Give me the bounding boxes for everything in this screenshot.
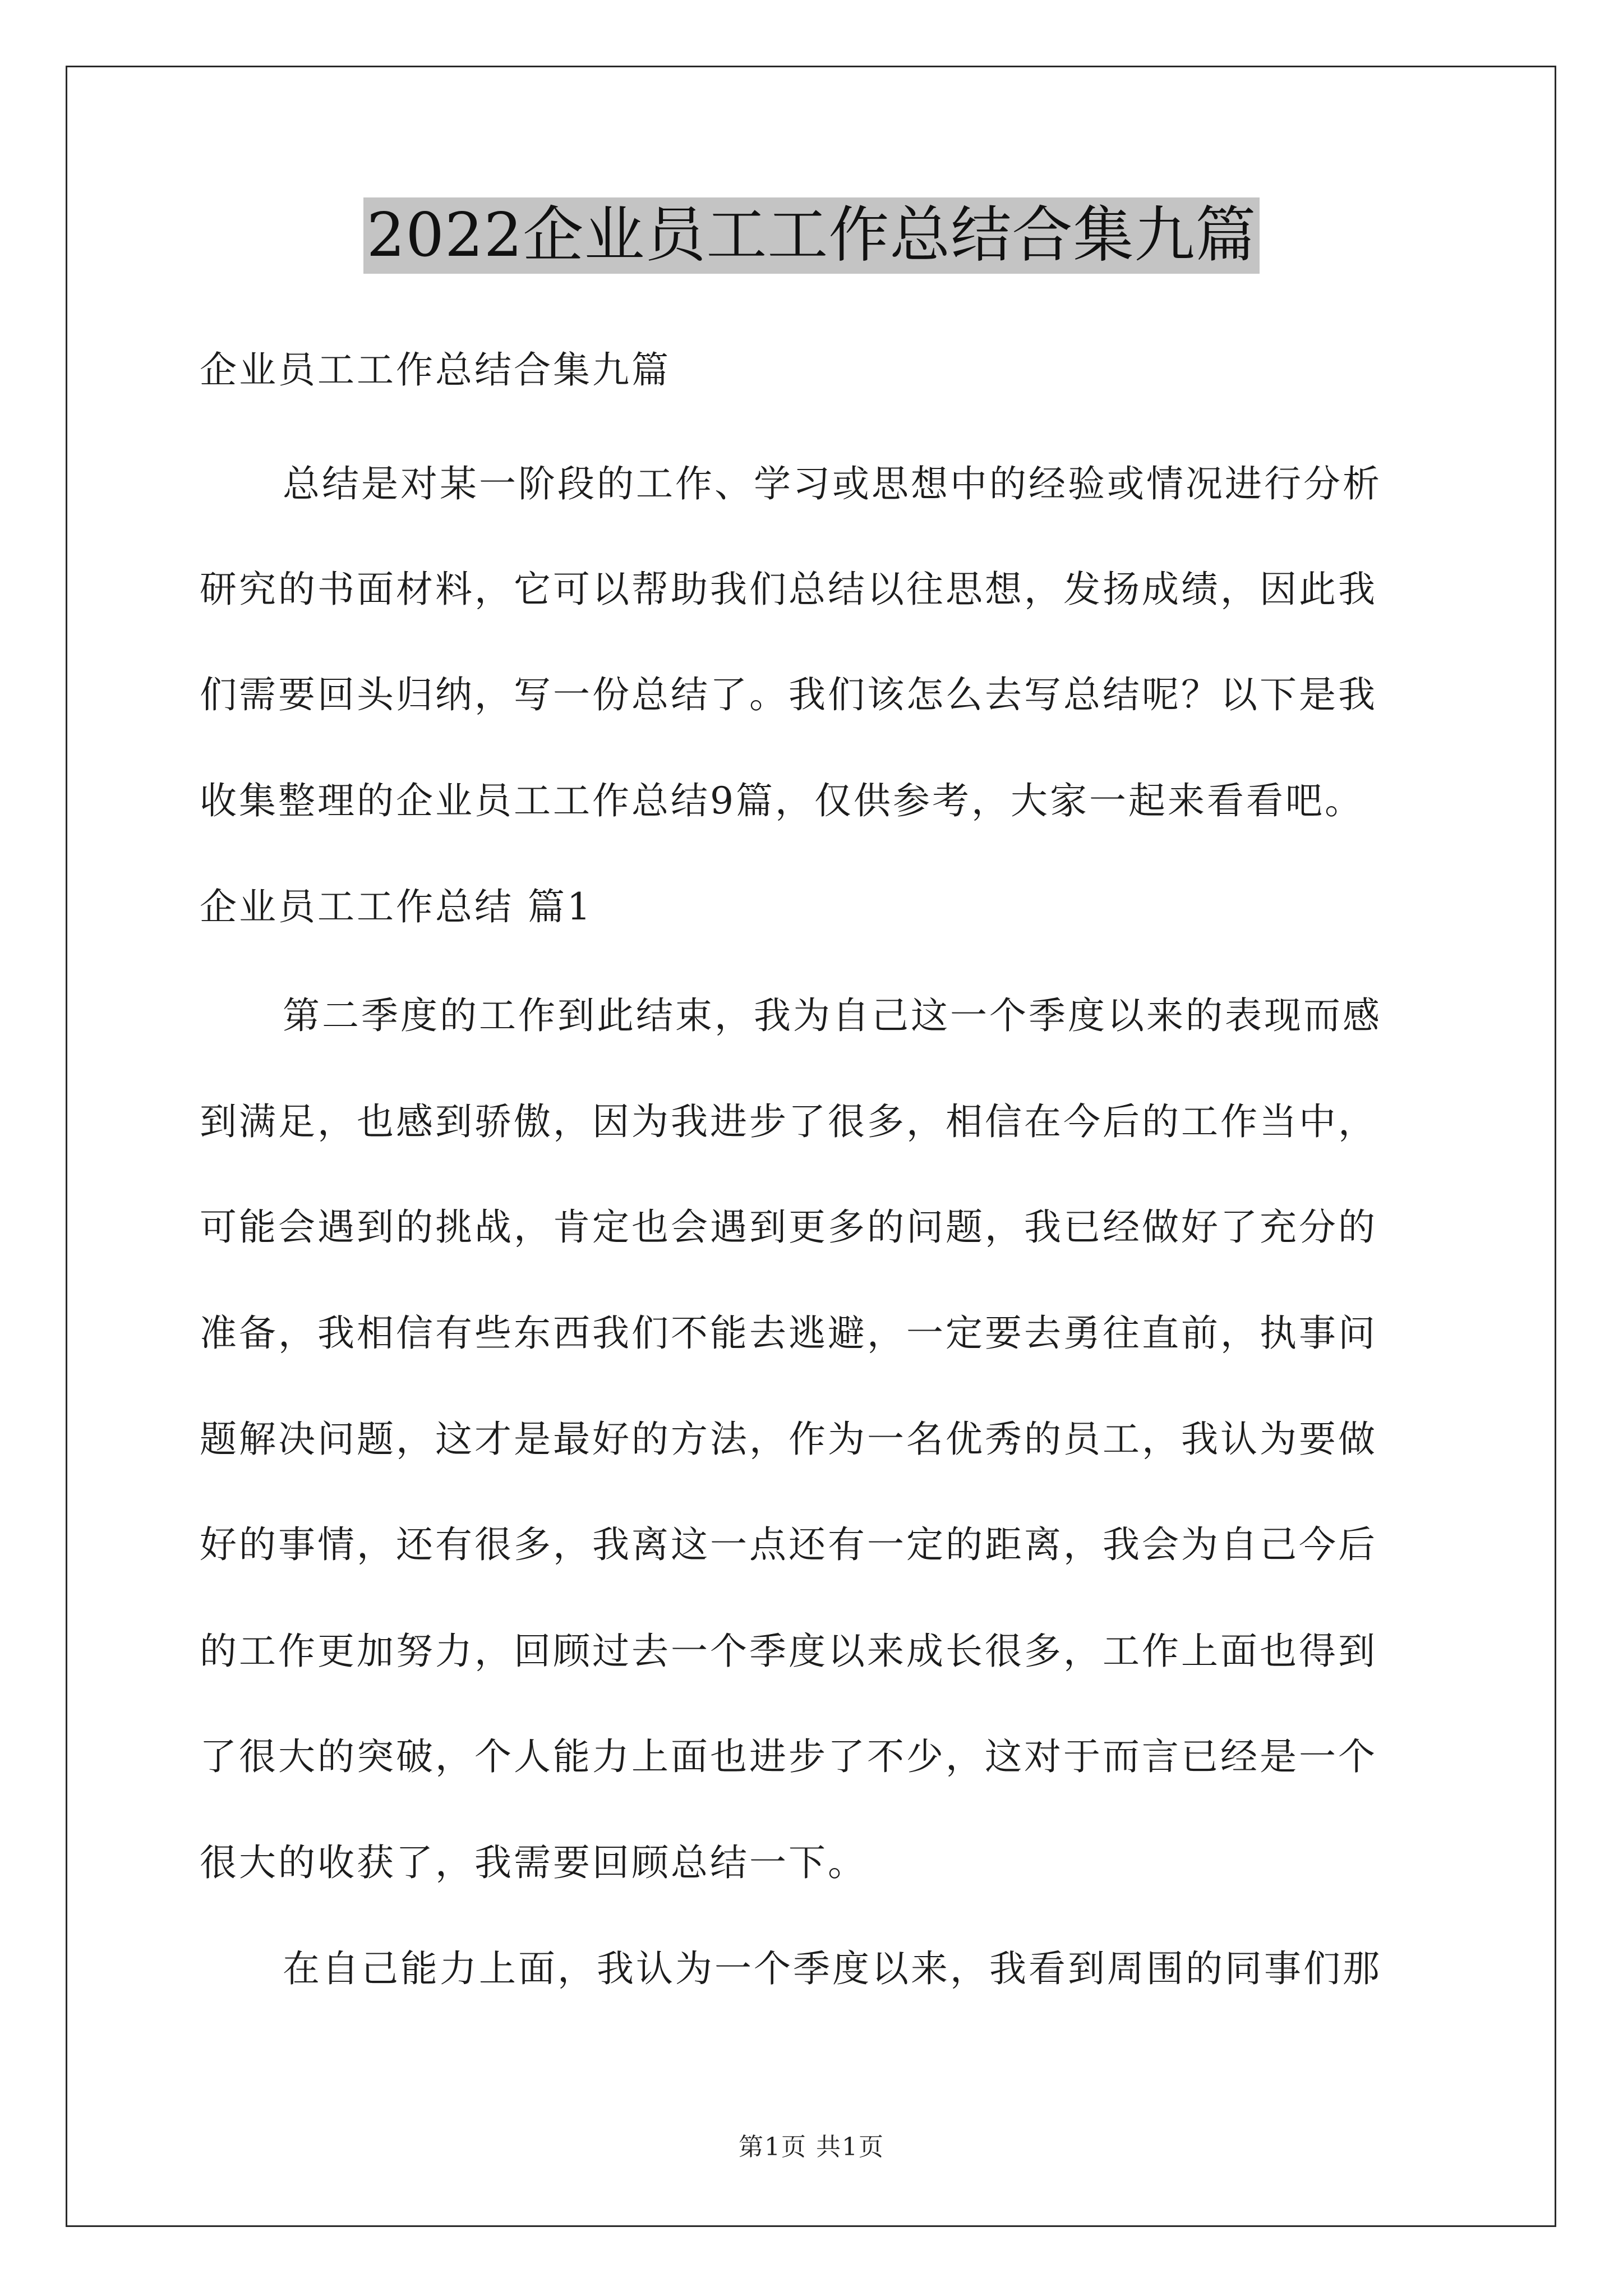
title-container (0, 197, 1623, 274)
paragraph-line: 好的事情，还有很多，我离这一点还有一定的距离，我会为自己今后 (200, 1523, 1377, 1566)
paragraph-line: 的工作更加努力，回顾过去一个季度以来成长很多，工作上面也得到 (200, 1630, 1377, 1673)
paragraph-line: 准备，我相信有些东西我们不能去逃避，一定要去勇往直前，执事问 (200, 1312, 1377, 1355)
paragraph-line: 收集整理的企业员工工作总结9篇，仅供参考，大家一起来看看吧。 (200, 779, 1364, 822)
section-heading: 企业员工工作总结 篇1 (200, 885, 593, 928)
paragraph-line: 总结是对某一阶段的工作、学习或思想中的经验或情况进行分析 (283, 462, 1382, 505)
paragraph-line: 可能会遇到的挑战，肯定也会遇到更多的问题，我已经做好了充分的 (200, 1205, 1377, 1249)
paragraph-line: 在自己能力上面，我认为一个季度以来，我看到周围的同事们那 (283, 1947, 1382, 1990)
paragraph-line: 第二季度的工作到此结束，我为自己这一个季度以来的表现而感 (283, 994, 1382, 1037)
paragraph-line: 了很大的突破，个人能力上面也进步了不少，这对于而言已经是一个 (200, 1735, 1377, 1778)
paragraph-line: 到满足，也感到骄傲，因为我进步了很多，相信在今后的工作当中， (200, 1100, 1377, 1143)
paragraph-line: 研究的书面材料，它可以帮助我们总结以往思想，发扬成绩，因此我 (200, 568, 1377, 611)
paragraph-line: 题解决问题，这才是最好的方法，作为一名优秀的员工，我认为要做 (200, 1418, 1377, 1461)
page-footer: 第1页 共1页 (739, 2133, 884, 2161)
document-subtitle: 企业员工工作总结合集九篇 (200, 348, 671, 392)
paragraph-line: 们需要回头归纳，写一份总结了。我们该怎么去写总结呢？以下是我 (200, 673, 1377, 716)
paragraph-line: 很大的收获了，我需要回顾总结一下。 (200, 1841, 867, 1884)
document-title: 2022企业员工工作总结合集九篇 (363, 197, 1260, 274)
